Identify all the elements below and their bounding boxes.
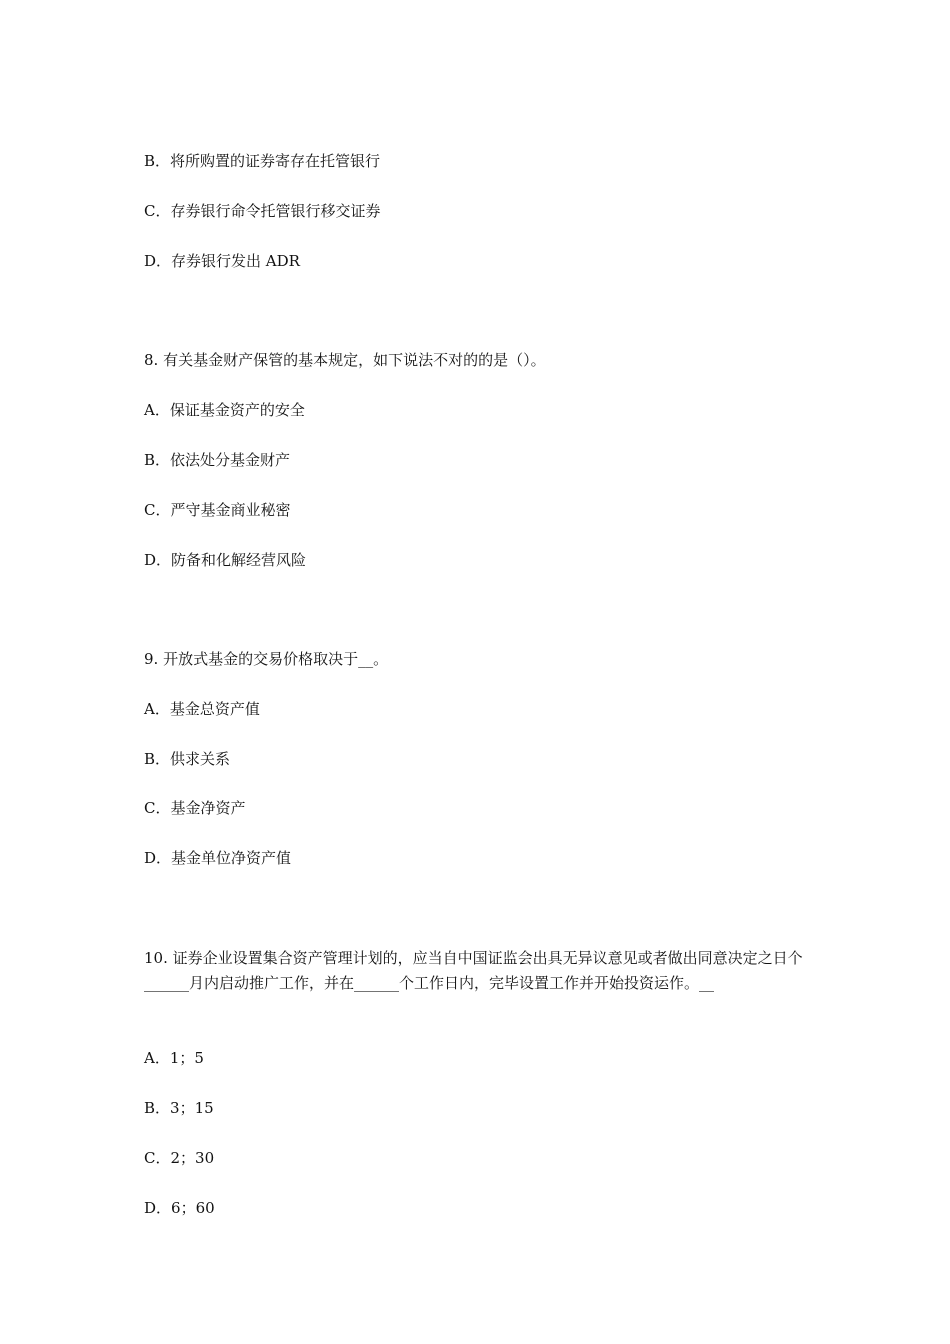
q9-question: 9. 开放式基金的交易价格取决于__。 — [144, 650, 389, 668]
q7-option-d: D．存券银行发出 ADR — [144, 252, 300, 270]
q7-option-c: C．存券银行命令托管银行移交证券 — [144, 202, 381, 220]
q8-option-d: D．防备和化解经营风险 — [144, 551, 307, 569]
q7-option-b: B．将所购置的证券寄存在托管银行 — [144, 152, 381, 170]
q10-option-a: A．1；5 — [144, 1049, 204, 1067]
q9-option-b: B．供求关系 — [144, 750, 231, 768]
q10-option-b: B．3；15 — [144, 1099, 214, 1117]
q8-option-b: B．依法处分基金财产 — [144, 451, 291, 469]
q8-option-c: C．严守基金商业秘密 — [144, 501, 291, 519]
q10-option-c: C．2；30 — [144, 1149, 215, 1167]
q8-option-a: A．保证基金资产的安全 — [144, 401, 305, 419]
q9-option-c: C．基金净资产 — [144, 799, 246, 817]
q10-question: 10. 证券企业设置集合资产管理计划的，应当自中国证监会出具无异议意见或者做出同意决定之日个______月内启动推广工作，并在______个工作日内，完毕设置工作并开始投资运作。__ — [144, 949, 803, 992]
q10-option-d: D．6；60 — [144, 1199, 215, 1217]
q9-option-a: A．基金总资产值 — [144, 700, 260, 718]
q8-question: 8. 有关基金财产保管的基本规定，如下说法不对的的是（）。 — [144, 351, 546, 369]
q9-option-d: D．基金单位净资产值 — [144, 849, 292, 867]
